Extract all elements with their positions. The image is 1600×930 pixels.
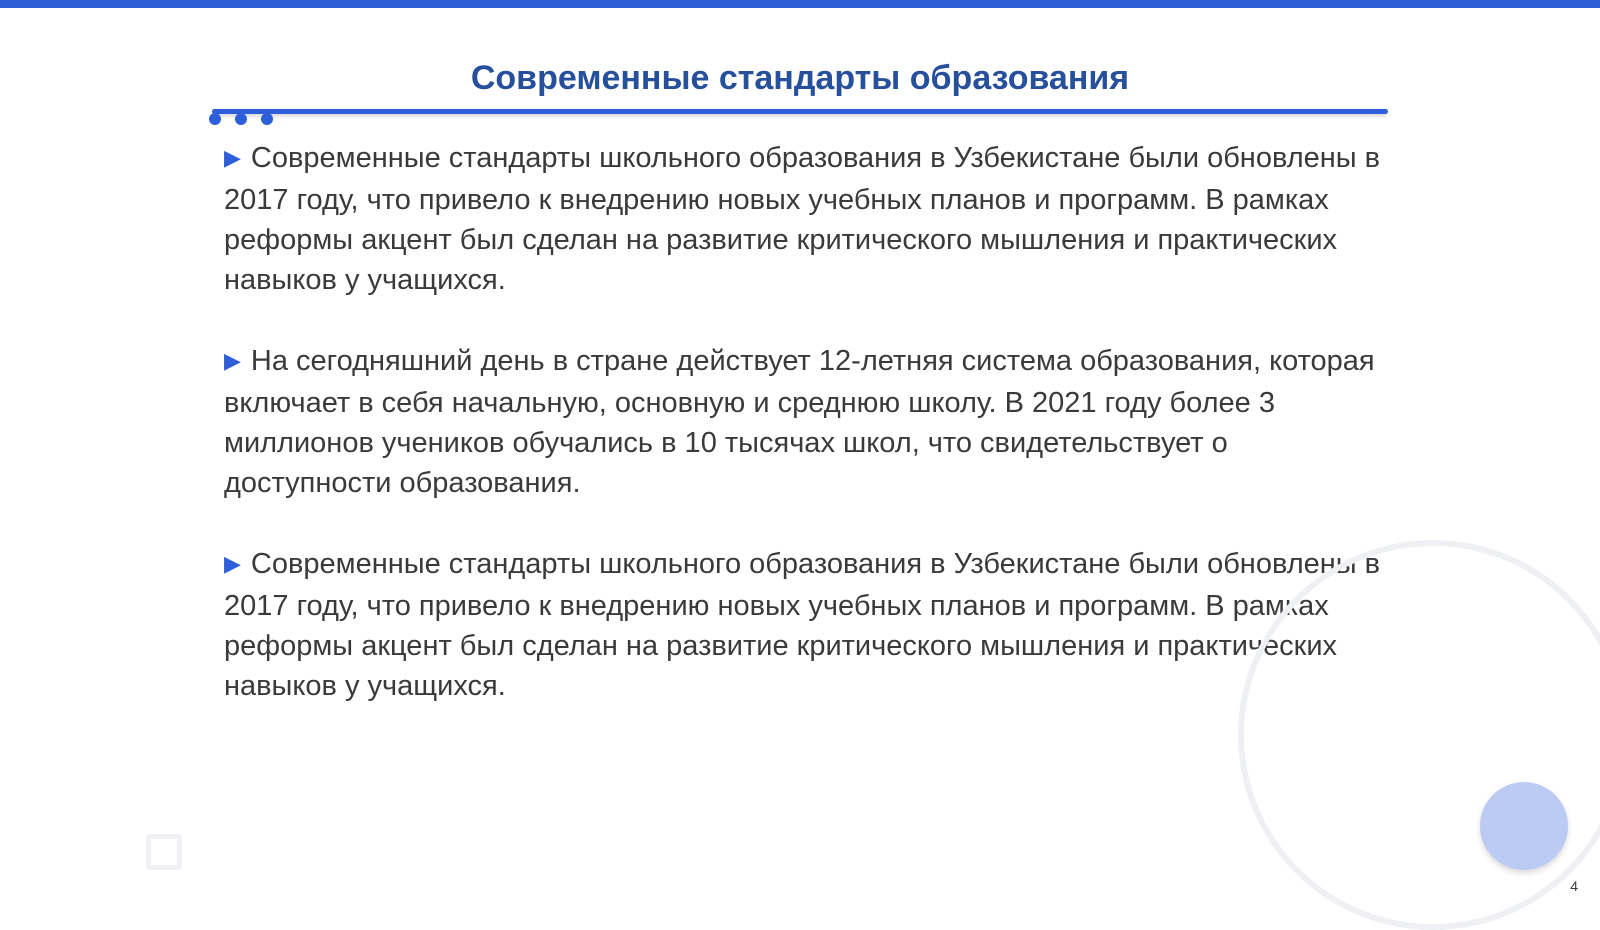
decorative-dot	[209, 113, 221, 125]
bullet-item	[224, 544, 1384, 706]
bullet-item	[224, 138, 1384, 300]
page-number: 4	[1570, 878, 1578, 894]
decorative-dot	[235, 113, 247, 125]
bullet-text: Современные стандарты школьного образования в Узбекистане были обновлены в 2017 году, что привело к внедрению новых учебных планов и программ. В рамках реформы акцент был сделан на развитие критического мышления и практических навыков у учащихся.	[224, 548, 1381, 702]
title-underline	[212, 109, 1388, 114]
decorative-ring	[1238, 540, 1600, 930]
bullet-text: На сегодняшний день в стране действует 12-летняя система образования, которая включает в себя начальную, основную и среднюю школу. В 2021 году более 3 миллионов учеников обучались в 10 тысячах школ, что свидетельствует о доступности образования.	[224, 345, 1375, 499]
triangle-bullet-icon: ▶	[224, 145, 241, 170]
bullet-text: Современные стандарты школьного образования в Узбекистане были обновлены в 2017 году, что привело к внедрению новых учебных планов и программ. В рамках реформы акцент был сделан на развитие критического мышления и практических навыков у учащихся.	[224, 142, 1381, 296]
bullet-list	[224, 138, 1384, 747]
bullet-item	[224, 341, 1384, 503]
slide-title: Современные стандарты образования	[470, 59, 1130, 97]
decorative-circle	[1480, 782, 1568, 870]
triangle-bullet-icon: ▶	[224, 551, 241, 576]
triangle-bullet-icon: ▶	[224, 348, 241, 373]
decorative-square	[146, 834, 182, 870]
decorative-dot	[261, 113, 273, 125]
top-accent-bar	[0, 0, 1600, 8]
